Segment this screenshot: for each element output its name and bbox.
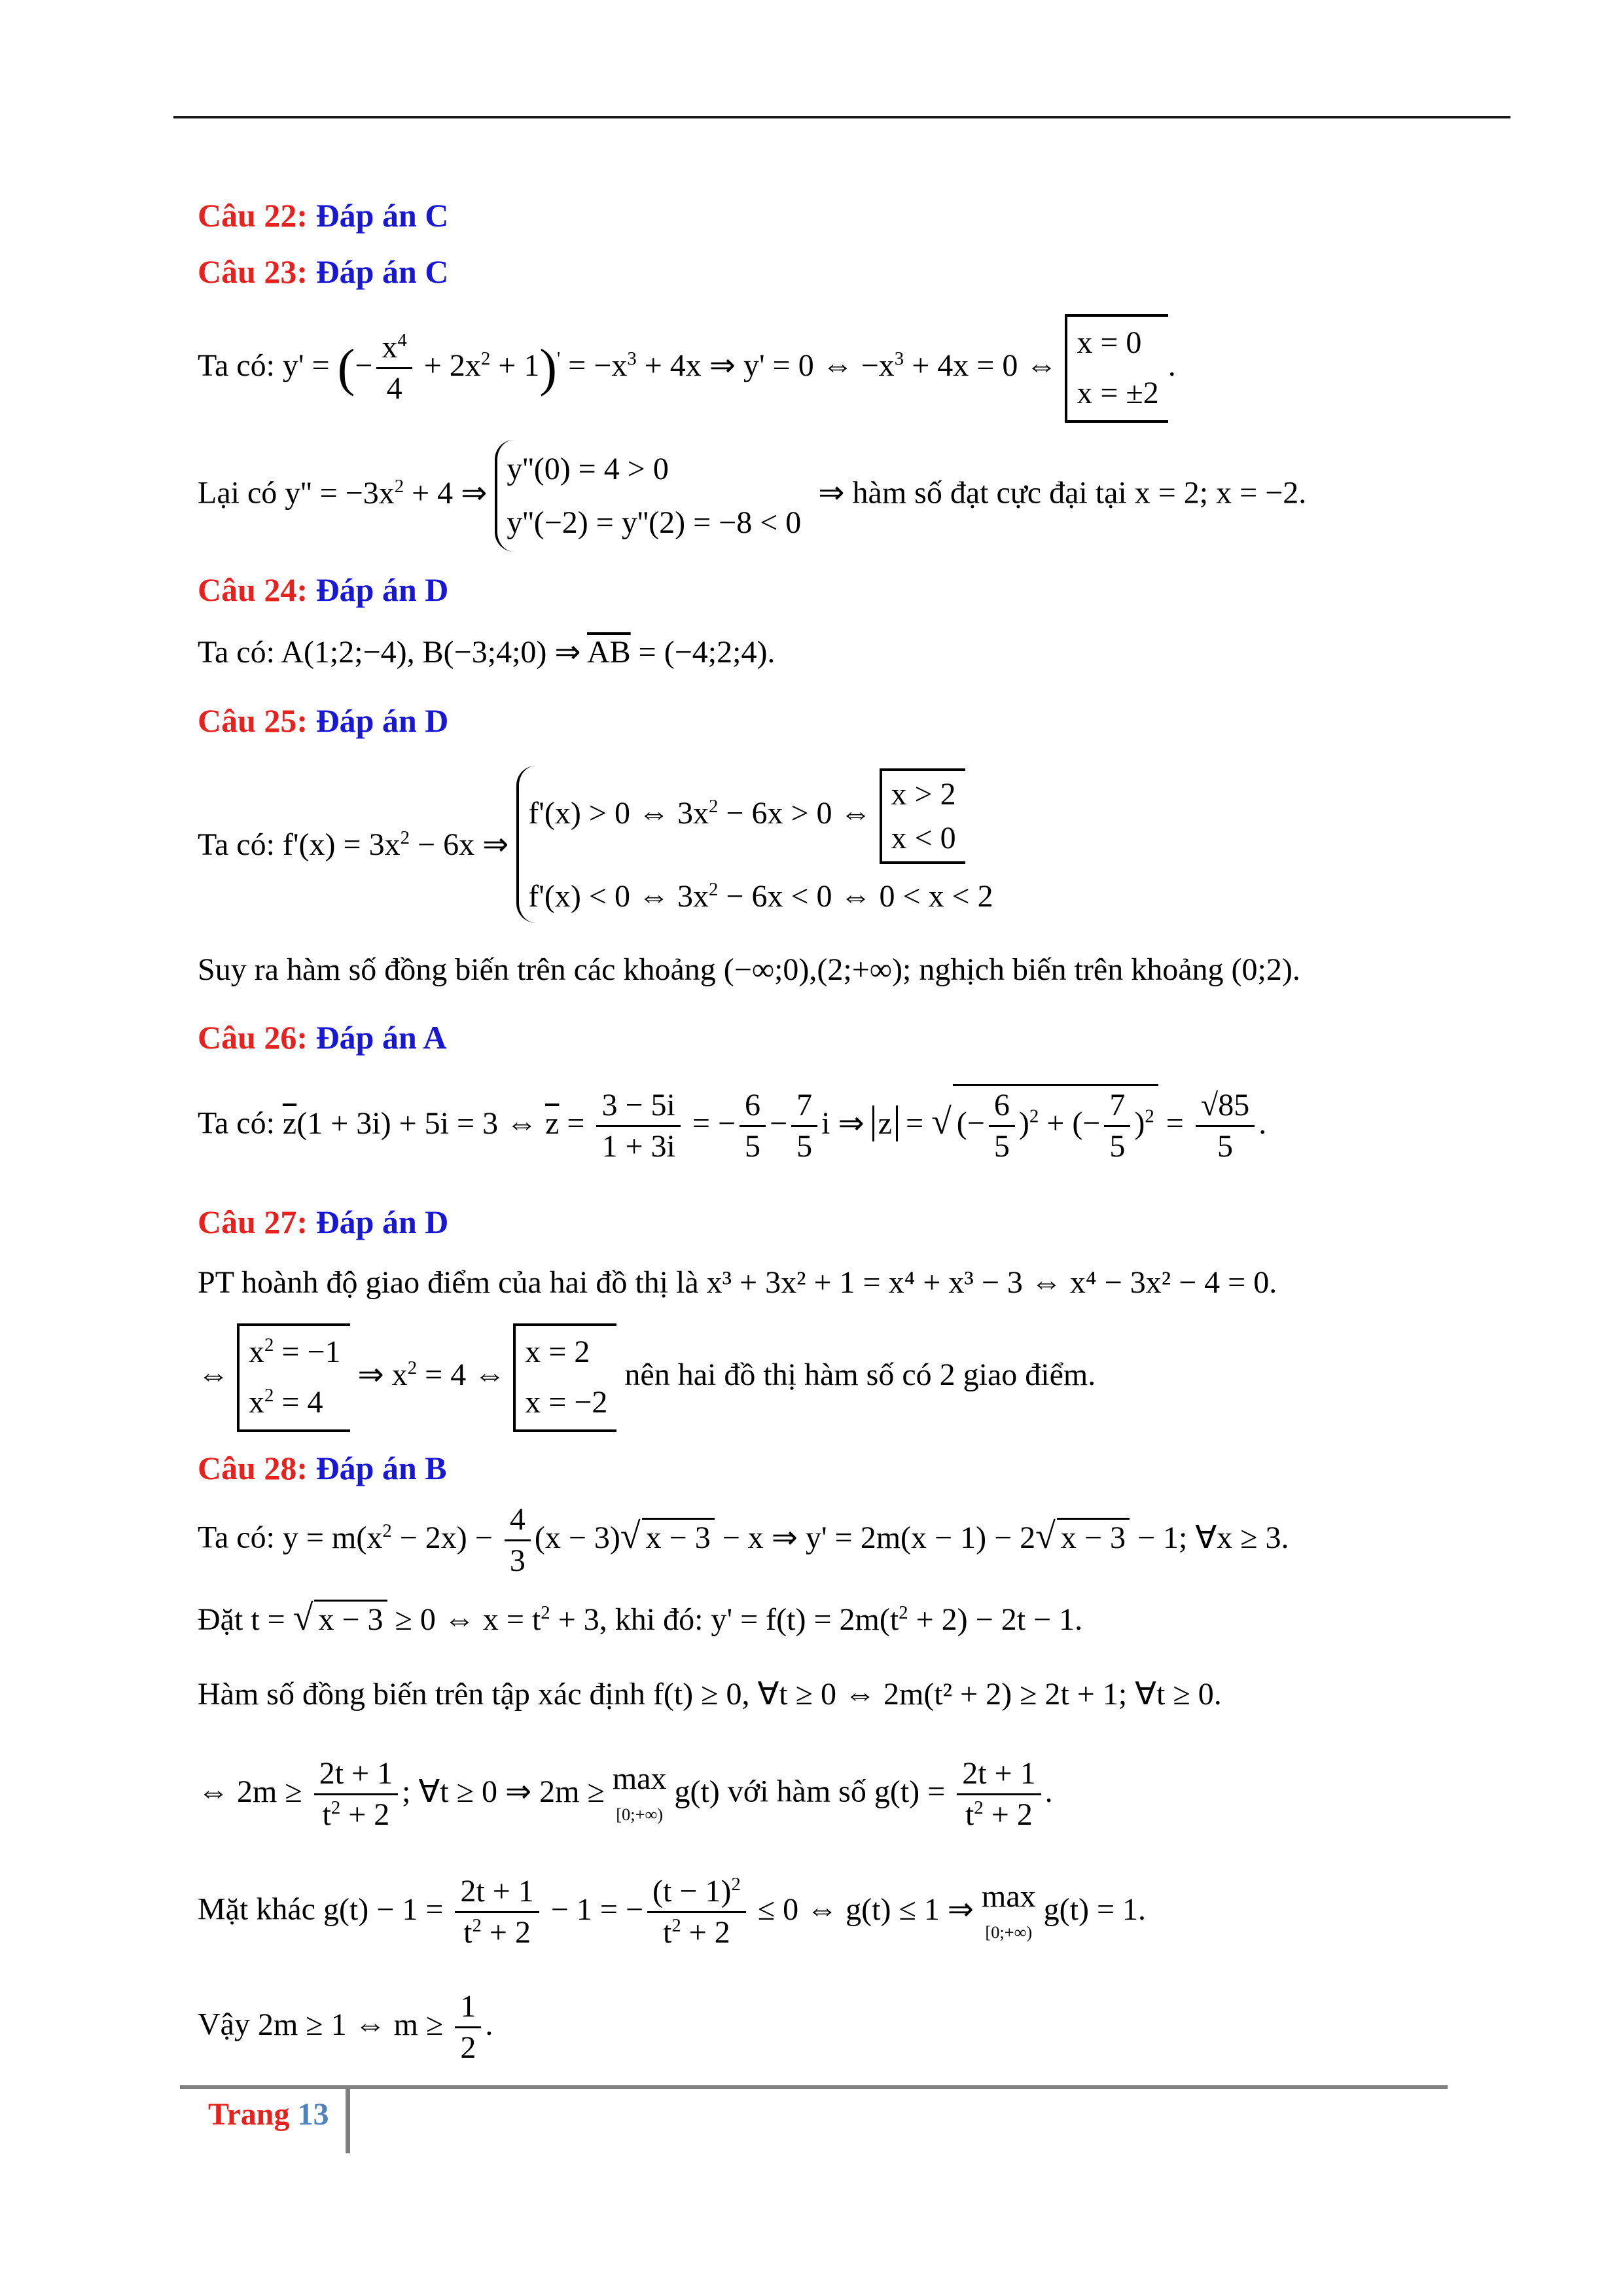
- footer-divider: [346, 2088, 350, 2153]
- question-27-heading: Câu 27: Đáp án D: [198, 1204, 449, 1240]
- q28-bound-line: Mặt khác g(t) − 1 = $\frac{2t + 1}{t^2 + 2}$ − 1 = − $\frac{(t - 1)^2}{t^2 + 2}$ ≤ 0 ⇔ g(t) ≤ 1 ⇒ max [0;+∞) g(t) = 1.: [198, 1872, 1146, 1952]
- question-22-heading: Câu 22: Đáp án C: [198, 197, 449, 234]
- question-28-heading: Câu 28: Đáp án B: [198, 1450, 447, 1486]
- q28-substitution-line: Đặt t = √ x − 3 ≥ 0 ⇔ $x = t^2 + 3$, khi đó: $y' = f(t) = 2m(t^2 + 2) - 2t - 1$.: [198, 1598, 1083, 1638]
- q28-monotonic-condition: Hàm số đồng biến trên tập xác định f(t) ≥ 0, ∀t ≥ 0 ⇔ 2m(t² + 2) ≥ 2t + 1; ∀t ≥ 0.: [198, 1677, 1222, 1712]
- q28-conclusion-line: Vậy 2m ≥ 1 ⇔ m ≥ $\frac{1}{2}$ .: [198, 1987, 493, 2068]
- page-number: Trang 13: [208, 2097, 329, 2132]
- header-rule: [173, 116, 1510, 118]
- question-25-heading: Câu 25: Đáp án D: [198, 702, 449, 739]
- q27-intersection-equation: PT hoành độ giao điểm của hai đồ thị là x³ + 3x² + 1 = x⁴ + x³ − 3 ⇔ x⁴ − 3x² − 4 = 0.: [198, 1265, 1277, 1300]
- q25-sign-analysis: Ta có: $f'(x) = 3x^2 - 6x$ ⇒ f'(x) > 0 ⇔ $3x^2 - 6x > 0$ ⇔ x > 2 x < 0 f'(x) < 0 ⇔ $3x^2 - 6x < 0$ ⇔ 0 < x < 2: [198, 766, 1003, 923]
- q24-vector-line: Ta có: A(1;2;−4), B(−3;4;0) ⇒ $\overline{AB}$ = (−4;2;4).: [198, 635, 776, 670]
- question-23-heading: Câu 23: Đáp án C: [198, 253, 449, 290]
- q23-derivative-line: Ta có: y' = (− $\frac{x^4}{4}$ + $2x^2 + 1)' = -x^3 + 4x$ ⇒ y' = 0 ⇔ $-x^3 + 4x = 0$ ⇔ x = 0 x = ±2 .: [198, 314, 1176, 423]
- q28-max-condition-line: ⇔ 2m ≥ $\frac{2t + 1}{t^2 + 2}$ ; ∀t ≥ 0 ⇒ 2m ≥ max [0;+∞) g(t) với hàm số g(t) = $\frac{2t + 1}{t^2 + 2}$ .: [198, 1754, 1053, 1835]
- q28-derivative-line: Ta có: $y = m(x^2 - 2x)$ − $\frac{4}{3}$ (x − 3)√ x − 3 − x ⇒ y' = 2m(x − 1) − 2√ x − 3 − 1; ∀x ≥ 3.: [198, 1500, 1289, 1581]
- q27-solution-line: ⇔ $x^2 = -1$ $x^2 = 4$ ⇒ $x^2 = 4$ ⇔ x = 2 x = −2 nên hai đồ thị hàm số có 2 giao điểm.: [198, 1323, 1096, 1432]
- q23-second-derivative-line: Lại có $y'' = -3x^2 + 4$ ⇒ y''(0) = 4 > 0 y''(−2) = y''(2) = −8 < 0 ⇒ hàm số đạt cực đại tại x = 2; x = −2.: [198, 440, 1306, 552]
- footer-rule: [180, 2085, 1448, 2089]
- q26-modulus-line: Ta có: $\overline{z}(1 + 3i) + 5i = 3$ ⇔ $\overline{z}$ = $\frac{3 - 5i}{1 + 3i}$ = − $\frac{6}{5}$ − $\frac{7}{5}$ i ⇒ z = √ (− $\frac{6}{5}$ )$^2$ + (− $\frac{7}{5}$ )$^2$ = $\frac{√85}{5}$ .: [198, 1084, 1266, 1166]
- q25-summary: Suy ra hàm số đồng biến trên các khoảng (−∞;0),(2;+∞); nghịch biến trên khoảng (0;2).: [198, 952, 1300, 987]
- question-24-heading: Câu 24: Đáp án D: [198, 571, 449, 608]
- question-26-heading: Câu 26: Đáp án A: [198, 1019, 447, 1056]
